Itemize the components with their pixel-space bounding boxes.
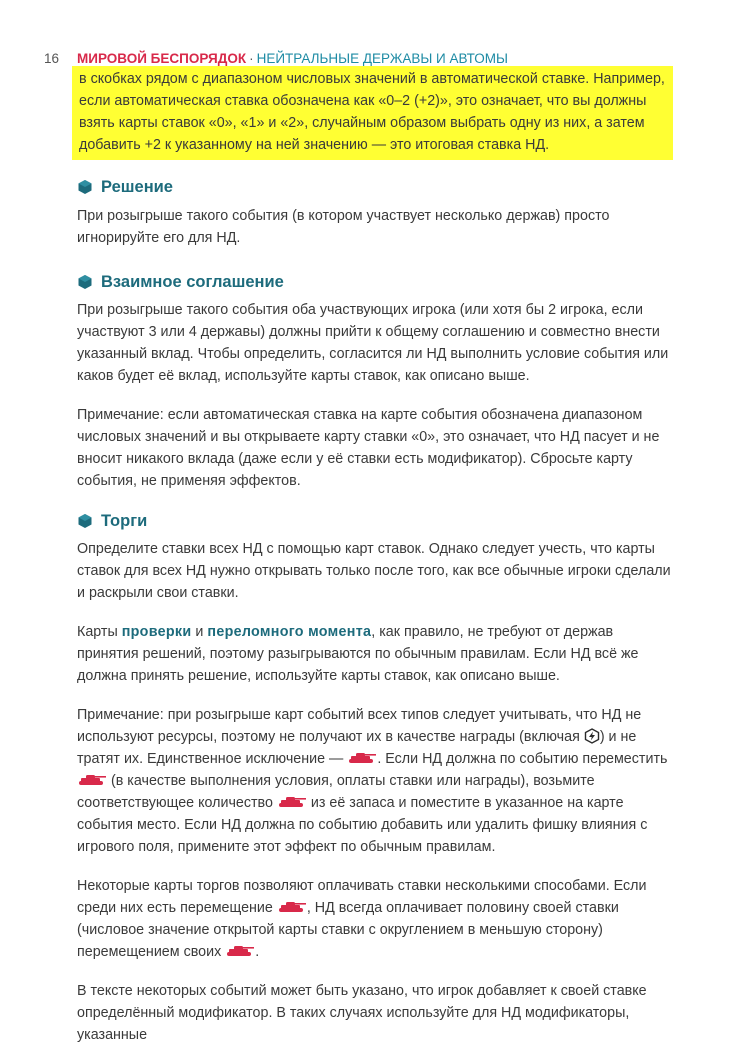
trade-paragraph-5: В тексте некоторых событий может быть указано, что игрок добавляет к своей ставке определённый модификатор. В таких случаях используйте для НД модификаторы, указанные	[77, 983, 647, 1043]
trade-paragraph-3	[77, 704, 673, 858]
heading-resolution-label: Решение	[101, 178, 173, 196]
header-title-blue: НЕЙТРАЛЬНЫЕ ДЕРЖАВЫ И АВТОМЫ	[256, 51, 508, 66]
text-run: (в качестве выполнения условия, оплаты ставки или награды), возьмите соответствующее количество	[77, 773, 595, 811]
trade-paragraph-4	[77, 875, 673, 963]
text-run: . Если НД должна по событию переместить	[377, 751, 668, 767]
hexagon-bullet-icon	[77, 274, 93, 290]
header-separator: ·	[249, 51, 254, 66]
heading-agreement-label: Взаимное соглашение	[101, 273, 284, 291]
keyword-turning-point: переломного момента	[207, 624, 372, 640]
hexagon-bullet-icon	[77, 513, 93, 529]
heading-agreement	[77, 271, 673, 293]
text-run: Карты	[77, 624, 122, 640]
page-content	[77, 68, 673, 1046]
tank-icon	[225, 944, 255, 957]
heading-resolution	[77, 176, 673, 198]
running-header	[44, 50, 508, 67]
heading-trade-label: Торги	[101, 512, 148, 530]
text-run: .	[255, 944, 260, 960]
page-number: 16	[44, 51, 60, 66]
highlighted-paragraph: в скобках рядом с диапазоном числовых значений в автоматической ставке. Например, если автоматическая ставка обозначена как «0–2 (+2)», это означает, что вы должны взять карты ставок «0», «1» и «2», случайным образом выбрать одну из них, а затем добавить +2 к указанному на ней значению — это итоговая ставка НД.	[79, 71, 665, 153]
tank-icon	[347, 751, 377, 764]
text-run: и	[191, 624, 208, 640]
text-run: , НД всегда оплачивает половину своей ставки (числовое значение открытой карты ставки с округлением в меньшую сторону) перемещением своих	[77, 900, 619, 960]
text-run: , как правило, не требуют от держав принятия решений, поэтому разыгрываются по обычным правилам. Если НД всё же должна принять решение, используйте карты ставок, как описано выше.	[77, 624, 639, 684]
tank-icon	[277, 795, 307, 808]
text-run: Примечание: при розыгрыше карт событий всех типов следует учитывать, что НД не используют ресурсы, поэтому не получают их в качестве награды (включая	[77, 707, 642, 745]
trade-paragraph-1: Определите ставки всех НД с помощью карт ставок. Однако следует учесть, что карты ставок для всех НД нужно открывать только после того, как все обычные игроки сделали и раскрыли свои ставки.	[77, 541, 671, 601]
keyword-check: проверки	[121, 624, 192, 640]
agreement-paragraph-1: При розыгрыше такого события оба участвующих игрока (или хотя бы 2 игрока, если участвуют 3 или 4 державы) должны прийти к общему соглашению и совместно внести указанный вклад. Чтобы определить, согласится ли НД выполнить условие события или каков будет её вклад, используйте карты ставок, как описано выше.	[77, 302, 669, 384]
header-title-red: МИРОВОЙ БЕСПОРЯДОК	[77, 51, 247, 66]
text-run: Некоторые карты торгов позволяют оплачивать ставки несколькими способами. Если среди них есть перемещение	[77, 878, 647, 916]
tank-icon	[277, 900, 307, 913]
text-run: из её запаса и поместите в указанное на карте события место. Если НД должна по событию добавить или удалить фишку влияния с игрового поля, примените этот эффект по обычным правилам.	[77, 795, 648, 855]
agreement-paragraph-2: Примечание: если автоматическая ставка на карте события обозначена диапазоном числовых значений и вы открываете карту ставки «0», это означает, что НД пасует и не вносит никакого вклада (даже если у её ставки есть модификатор). Сбросьте карту события, не применяя эффектов.	[77, 407, 660, 489]
resolution-paragraph: При розыгрыше такого события (в котором участвует несколько держав) просто игнорируйте его для НД.	[77, 208, 610, 246]
trade-paragraph-2	[77, 621, 673, 687]
tank-icon	[77, 773, 107, 786]
lightning-hexagon-icon	[584, 728, 600, 744]
heading-trade	[77, 510, 673, 532]
hexagon-bullet-icon	[77, 179, 93, 195]
text-run: ) и не тратят их. Единственное исключение —	[77, 729, 637, 767]
